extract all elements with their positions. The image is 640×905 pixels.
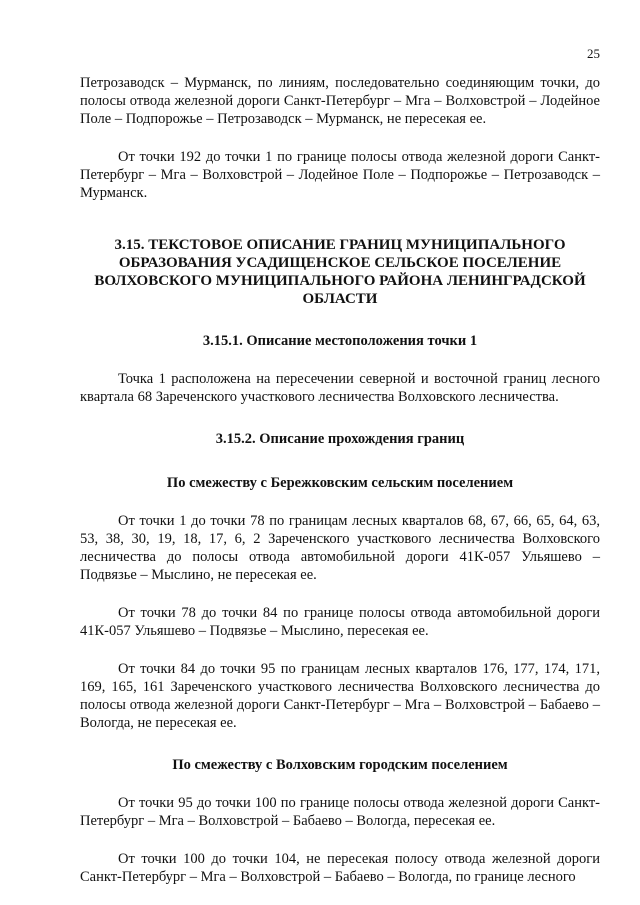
subsection-title: 3.15.2. Описание прохождения границ <box>215 431 465 447</box>
subsection-title: По смежеству с Бережковским сельским поселением <box>166 475 514 491</box>
paragraph: От точки 1 до точки 78 по границам лесных кварталов 68, 67, 66, 65, 64, 63, 53, 38, 30, 19, 18, 17, 6, 2 Зареченского участкового лесничества Волховского лесничества до полосы отвода автомобильной дороги 41К-057 Ульяшево – Подвязье – Мыслино, не пересекая ее. <box>80 513 600 583</box>
paragraph: От точки 84 до точки 95 по границам лесных кварталов 176, 177, 174, 171, 169, 165, 161 Зареченского участкового лесничества Волховского лесничества до полосы отвода железной дороги Санкт-Петербург – Мга – Волховстрой – Бабаево – Вологда, не пересекая ее. <box>80 661 600 731</box>
paragraph: От точки 78 до точки 84 по границе полосы отвода автомобильной дороги 41К-057 Ульяшево – Подвязье – Мыслино, пересекая ее. <box>80 605 600 639</box>
paragraph: От точки 100 до точки 104, не пересекая полосу отвода железной дороги Санкт-Петербург – Мга – Волховстрой – Бабаево – Вологда, по границе лесного <box>80 851 600 885</box>
paragraph: Точка 1 расположена на пересечении северной и восточной границ лесного квартала 68 Зареченского участкового лесничества Волховского лесничества. <box>80 371 600 405</box>
page-number: 25 <box>587 46 600 61</box>
document-body <box>80 74 600 886</box>
paragraph: От точки 95 до точки 100 по границе полосы отвода железной дороги Санкт-Петербург – Мга – Волховстрой – Бабаево – Вологда, пересекая ее. <box>80 795 600 829</box>
paragraph: От точки 192 до точки 1 по границе полосы отвода железной дороги Санкт-Петербург – Мга – Волховстрой – Лодейное Поле – Подпорожье – Петрозаводск – Мурманск. <box>80 149 600 201</box>
subsection-title: 3.15.1. Описание местоположения точки 1 <box>202 333 478 349</box>
paragraph-continuation: Петрозаводск – Мурманск, по линиям, последовательно соединяющим точки, до полосы отвода железной дороги Санкт-Петербург – Мга – Волховстрой – Лодейное Поле – Подпорожье – Петрозаводск – Мурманск, не пересекая ее. <box>80 75 600 127</box>
section-title: 3.15. ТЕКСТОВОЕ ОПИСАНИЕ ГРАНИЦ МУНИЦИПАЛЬНОГО ОБРАЗОВАНИЯ УСАДИЩЕНСКОЕ СЕЛЬСКОЕ ПОСЕЛЕНИЕ ВОЛХОВСКОГО МУНИЦИПАЛЬНОГО РАЙОНА ЛЕНИНГРАДСКОЙ ОБЛАСТИ <box>94 237 586 307</box>
subsection-title: По смежеству с Волховским городским поселением <box>172 757 508 773</box>
